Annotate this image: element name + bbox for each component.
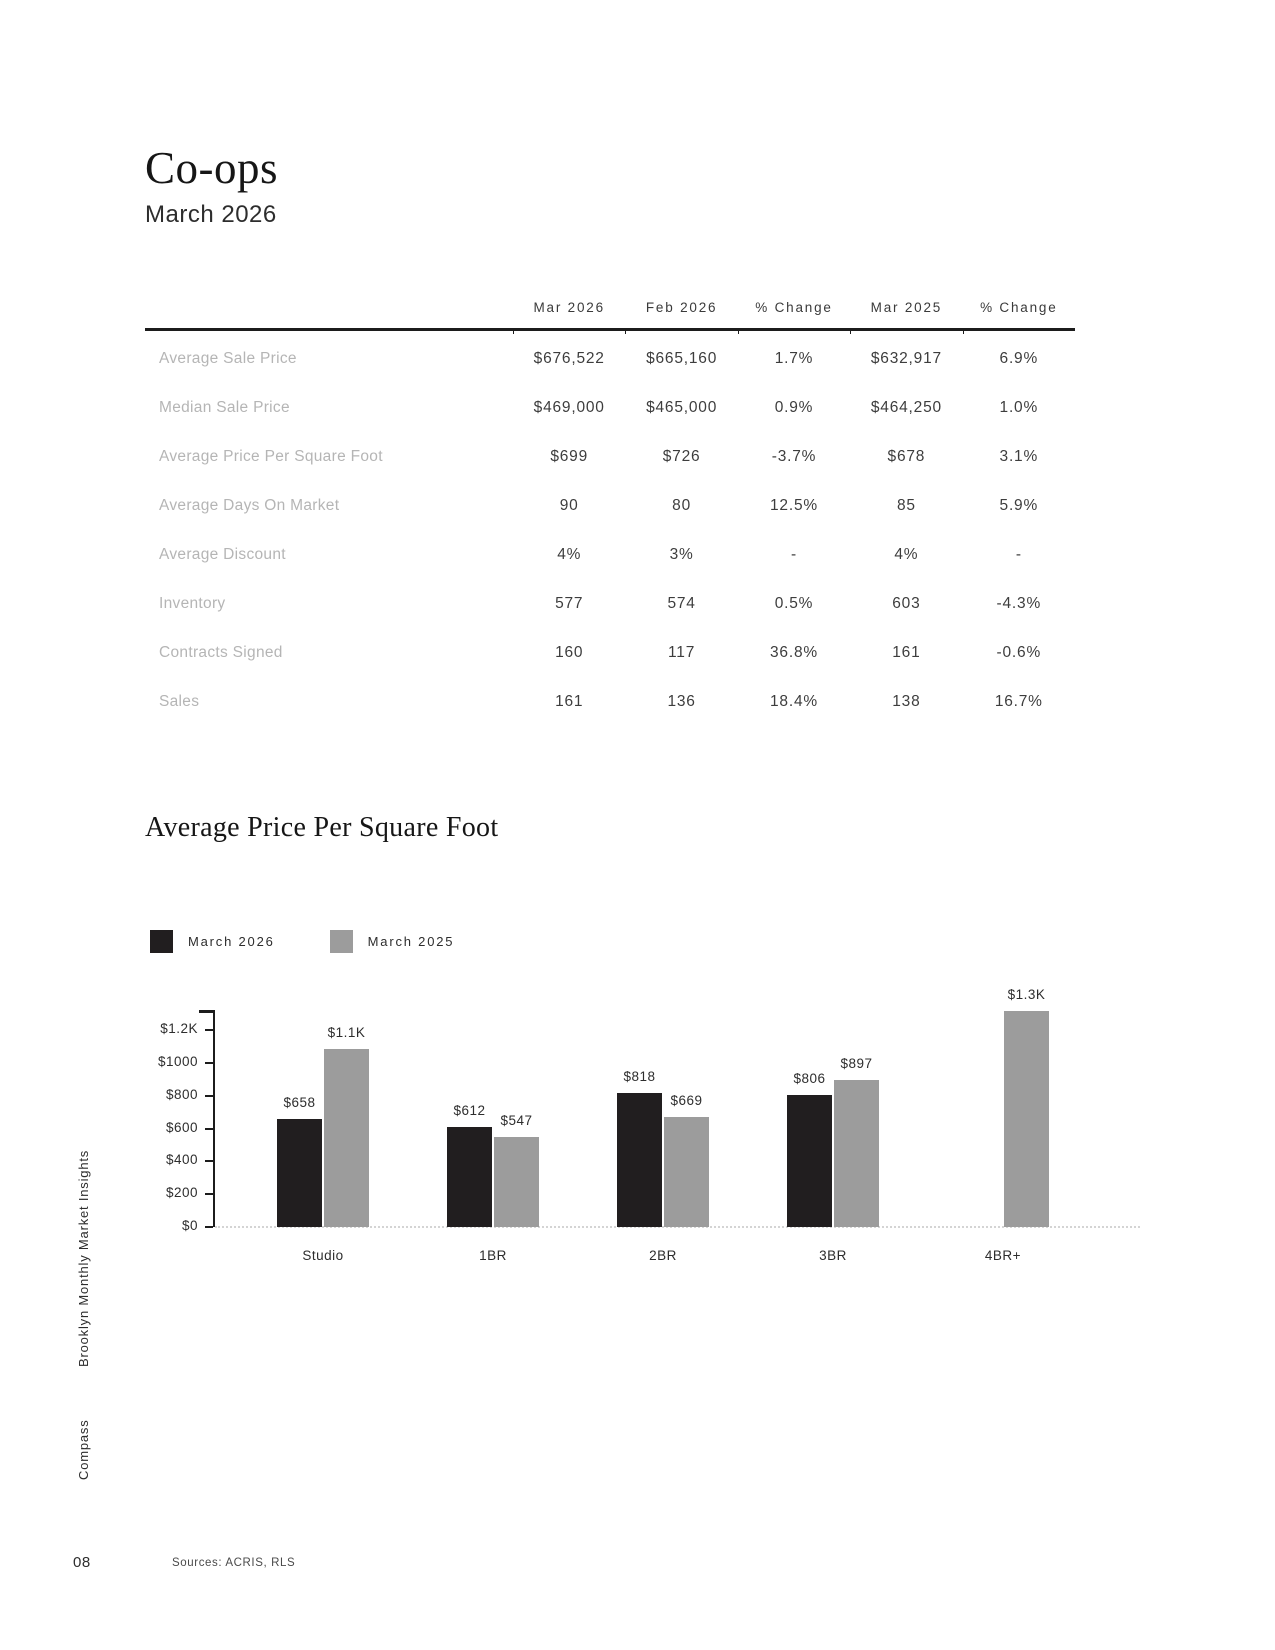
bar-value-label: $547	[500, 1113, 533, 1129]
y-axis-tick-label: $600	[165, 1119, 198, 1135]
row-value: 603	[892, 594, 921, 612]
row-value: -4.3%	[996, 594, 1042, 612]
table-row	[145, 383, 1075, 432]
category-label: 1BR	[479, 1248, 507, 1263]
bar-value-label: $818	[623, 1068, 656, 1084]
page-subtitle: March 2026	[145, 201, 277, 228]
bar-3br-march-2026	[787, 1095, 832, 1227]
row-value: 4%	[894, 545, 919, 563]
row-value: 36.8%	[770, 643, 818, 661]
column-header: Mar 2026	[533, 300, 605, 315]
bar-studio-march-2025	[324, 1049, 369, 1227]
y-axis-tick	[205, 1128, 213, 1130]
row-label: Average Days On Market	[159, 496, 340, 514]
table-row	[145, 481, 1075, 530]
category-label: Studio	[302, 1248, 344, 1263]
row-label: Sales	[159, 692, 200, 710]
row-value: 6.9%	[999, 349, 1039, 367]
page-title: Co-ops	[145, 143, 279, 193]
column-header: % Change	[755, 300, 833, 315]
row-value: $469,000	[533, 398, 605, 416]
row-value: $632,917	[870, 349, 942, 367]
bar-value-label: $1.3K	[1007, 987, 1046, 1003]
bar-value-label: $897	[840, 1055, 873, 1071]
stats-table	[145, 300, 1075, 726]
row-value: 161	[555, 692, 584, 710]
y-axis-tick	[205, 1160, 213, 1162]
y-axis-tick-label: $800	[165, 1086, 198, 1102]
column-header: Feb 2026	[645, 300, 718, 315]
y-axis-tick	[205, 1029, 213, 1031]
table-row	[145, 579, 1075, 628]
table-row	[145, 334, 1075, 383]
row-value: -	[1015, 545, 1022, 563]
row-value: 0.5%	[774, 594, 814, 612]
bar-2br-march-2025	[664, 1117, 709, 1227]
header-spacer	[145, 300, 513, 315]
legend-label: March 2026	[188, 934, 275, 949]
category-label: 3BR	[819, 1248, 847, 1263]
legend-item	[150, 930, 275, 953]
row-value: 90	[559, 496, 579, 514]
row-value: $665,160	[646, 349, 718, 367]
category-label: 2BR	[649, 1248, 677, 1263]
bar-value-label: $669	[670, 1093, 703, 1109]
row-value: 5.9%	[999, 496, 1039, 514]
row-label: Contracts Signed	[159, 643, 283, 661]
y-axis-tick	[205, 1095, 213, 1097]
stats-table-body	[145, 334, 1075, 726]
legend-swatch	[330, 930, 353, 953]
y-axis-tick-label: $0	[181, 1218, 198, 1233]
row-label: Average Discount	[159, 545, 286, 563]
chart-section-title: Average Price Per Square Foot	[145, 812, 499, 843]
bar-studio-march-2026	[277, 1119, 322, 1227]
bar-value-label: $1.1K	[327, 1025, 366, 1041]
y-axis-tick-label: $1.2K	[160, 1021, 198, 1037]
row-value: 12.5%	[770, 496, 818, 514]
table-row	[145, 628, 1075, 677]
row-label: Inventory	[159, 594, 226, 612]
table-row	[145, 432, 1075, 481]
row-value: 3.1%	[999, 447, 1039, 465]
bar-chart	[85, 987, 1205, 1280]
row-value: -0.6%	[996, 643, 1042, 661]
legend-label: March 2025	[367, 934, 455, 949]
row-value: 138	[892, 692, 921, 710]
header-rule-notch	[625, 329, 626, 334]
row-value: 3%	[669, 545, 694, 563]
legend-swatch	[150, 930, 173, 953]
y-axis-tick	[205, 1226, 213, 1228]
bar-1br-march-2026	[447, 1127, 492, 1227]
bar-value-label: $806	[793, 1070, 826, 1086]
page-number: 08	[73, 1554, 91, 1571]
header-rule-notch	[513, 329, 514, 334]
row-value: $726	[662, 447, 701, 465]
y-axis-tick-label: $400	[165, 1152, 198, 1168]
bar-3br-march-2025	[834, 1080, 879, 1227]
table-row	[145, 677, 1075, 726]
sidebar-brand: Compass	[76, 1419, 91, 1480]
header-rule-notch	[850, 329, 851, 334]
row-value: 161	[892, 643, 921, 661]
bar-4br+-march-2025	[1004, 1011, 1049, 1227]
row-value: 136	[667, 692, 696, 710]
category-label: 4BR+	[984, 1248, 1022, 1263]
row-value: 1.0%	[999, 398, 1039, 416]
y-axis-tick	[205, 1193, 213, 1195]
row-value: 85	[896, 496, 916, 514]
row-value: 16.7%	[994, 692, 1043, 710]
row-value: $465,000	[646, 398, 718, 416]
sidebar-report-title: Brooklyn Monthly Market Insights	[76, 1149, 91, 1367]
sources-note: Sources: ACRIS, RLS	[172, 1557, 296, 1569]
legend-item	[330, 930, 455, 953]
row-label: Median Sale Price	[159, 398, 290, 416]
y-axis-tick	[205, 1062, 213, 1064]
chart-legend	[150, 930, 454, 953]
row-value: 18.4%	[770, 692, 818, 710]
row-value: 577	[555, 594, 584, 612]
stats-table-header	[145, 300, 1075, 331]
column-header: Mar 2025	[870, 300, 943, 315]
header-rule-notch	[963, 329, 964, 334]
row-value: -3.7%	[771, 447, 817, 465]
row-value: 160	[555, 643, 584, 661]
row-label: Average Sale Price	[159, 349, 297, 367]
row-value: -	[791, 545, 797, 563]
row-value: $464,250	[870, 398, 942, 416]
y-axis-top-cap	[199, 1010, 215, 1013]
table-row	[145, 530, 1075, 579]
column-header: % Change	[980, 300, 1058, 315]
row-value: $676,522	[533, 349, 605, 367]
row-value: 0.9%	[774, 398, 814, 416]
row-value: 4%	[557, 545, 582, 563]
row-value: $699	[550, 447, 589, 465]
row-value: $678	[887, 447, 926, 465]
row-value: 80	[672, 496, 692, 514]
row-value: 574	[667, 594, 696, 612]
y-axis-tick-label: $1000	[157, 1054, 198, 1069]
y-axis	[213, 1010, 216, 1227]
bar-2br-march-2026	[617, 1093, 662, 1227]
bar-value-label: $658	[283, 1095, 316, 1111]
row-value: 117	[668, 643, 696, 661]
row-label: Average Price Per Square Foot	[159, 447, 383, 465]
bar-value-label: $612	[453, 1102, 486, 1118]
row-value: 1.7%	[774, 349, 814, 367]
y-axis-tick-label: $200	[165, 1185, 198, 1201]
bar-1br-march-2025	[494, 1137, 539, 1227]
header-rule-notch	[738, 329, 739, 334]
